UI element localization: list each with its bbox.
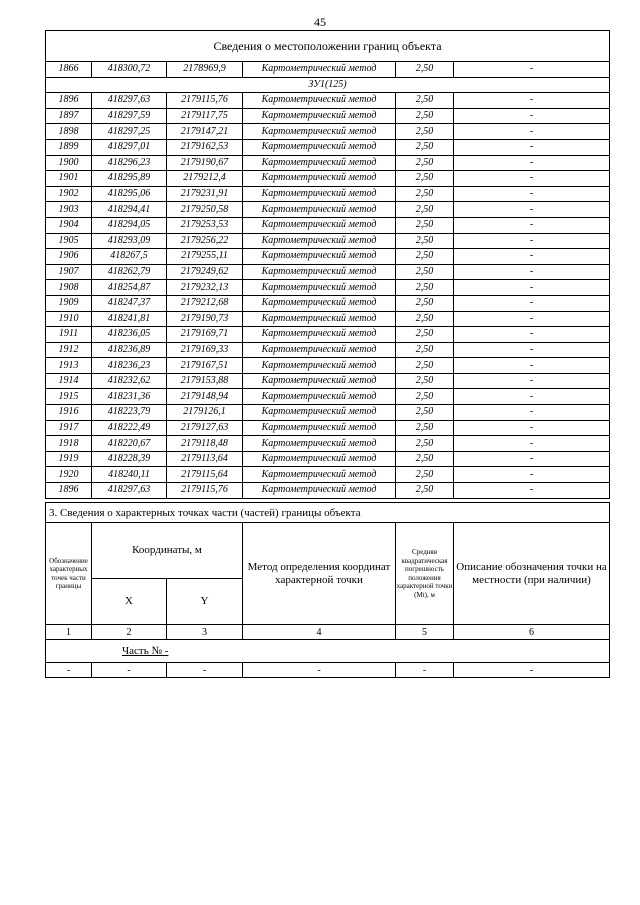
point-number: 1912	[46, 342, 92, 358]
coord-y: 2179212,68	[167, 295, 243, 311]
coord-x: 418240,11	[92, 467, 167, 483]
header-row	[46, 523, 610, 579]
table-row	[46, 405, 610, 421]
coord-y: 2179212,4	[167, 171, 243, 187]
coord-y: 2179117,75	[167, 108, 243, 124]
empty-cell: -	[454, 663, 610, 678]
table-row	[46, 139, 610, 155]
description: -	[454, 155, 610, 171]
point-number: 1910	[46, 311, 92, 327]
coord-y: 2179190,73	[167, 311, 243, 327]
point-number: 1906	[46, 249, 92, 265]
col-number: 1	[46, 625, 92, 640]
method: Картометрический метод	[243, 451, 396, 467]
section-title-row	[46, 503, 610, 523]
header-method: Метод определения координат характерной точки	[243, 523, 396, 625]
description: -	[454, 327, 610, 343]
coord-x: 418294,41	[92, 202, 167, 218]
accuracy: 2,50	[396, 405, 454, 421]
method: Картометрический метод	[243, 405, 396, 421]
table-row	[46, 108, 610, 124]
accuracy: 2,50	[396, 451, 454, 467]
method: Картометрический метод	[243, 436, 396, 452]
table-title: Сведения о местоположении границ объекта	[46, 31, 610, 62]
table-row	[46, 483, 610, 499]
table-row	[46, 202, 610, 218]
accuracy: 2,50	[396, 342, 454, 358]
table-row	[46, 342, 610, 358]
table-row	[46, 62, 610, 78]
table-row	[46, 436, 610, 452]
coord-x: 418236,23	[92, 358, 167, 374]
coord-x: 418232,62	[92, 373, 167, 389]
coord-y: 2179231,91	[167, 186, 243, 202]
table-row	[46, 233, 610, 249]
accuracy: 2,50	[396, 295, 454, 311]
coord-y: 2179115,64	[167, 467, 243, 483]
column-numbers-row	[46, 625, 610, 640]
method: Картометрический метод	[243, 202, 396, 218]
description: -	[454, 405, 610, 421]
point-number: 1909	[46, 295, 92, 311]
accuracy: 2,50	[396, 436, 454, 452]
accuracy: 2,50	[396, 124, 454, 140]
empty-cell: -	[243, 663, 396, 678]
table-row	[46, 373, 610, 389]
description: -	[454, 249, 610, 265]
table-row	[46, 249, 610, 265]
description: -	[454, 124, 610, 140]
point-number: 1901	[46, 171, 92, 187]
table-title-row	[46, 31, 610, 62]
description: -	[454, 467, 610, 483]
description: -	[454, 342, 610, 358]
accuracy: 2,50	[396, 249, 454, 265]
header-x: X	[92, 579, 167, 625]
point-number: 1896	[46, 483, 92, 499]
coord-y: 2179169,33	[167, 342, 243, 358]
description: -	[454, 139, 610, 155]
accuracy: 2,50	[396, 327, 454, 343]
point-number: 1920	[46, 467, 92, 483]
coord-x: 418300,72	[92, 62, 167, 78]
method: Картометрический метод	[243, 186, 396, 202]
coord-y: 2179169,71	[167, 327, 243, 343]
coord-x: 418220,67	[92, 436, 167, 452]
description: -	[454, 202, 610, 218]
accuracy: 2,50	[396, 233, 454, 249]
section-title: 3. Сведения о характерных точках части (частей) границы объекта	[46, 503, 610, 523]
point-number: 1913	[46, 358, 92, 374]
coord-x: 418294,05	[92, 217, 167, 233]
method: Картометрический метод	[243, 327, 396, 343]
description: -	[454, 389, 610, 405]
table-row	[46, 327, 610, 343]
point-number: 1896	[46, 93, 92, 109]
coord-x: 418247,37	[92, 295, 167, 311]
method: Картометрический метод	[243, 295, 396, 311]
point-number: 1903	[46, 202, 92, 218]
coord-y: 2179126,1	[167, 405, 243, 421]
coord-y: 2179250,58	[167, 202, 243, 218]
col-number: 6	[454, 625, 610, 640]
coord-y: 2179153,88	[167, 373, 243, 389]
coord-y: 2179232,13	[167, 280, 243, 296]
header-accuracy: Средняя квадратическая погрешность положения характерной точки (Mt), м	[396, 523, 454, 625]
point-number: 1866	[46, 62, 92, 78]
point-number: 1911	[46, 327, 92, 343]
part-value: -	[164, 645, 169, 657]
table-row	[46, 280, 610, 296]
accuracy: 2,50	[396, 420, 454, 436]
accuracy: 2,50	[396, 280, 454, 296]
coord-x: 418295,06	[92, 186, 167, 202]
coord-x: 418295,89	[92, 171, 167, 187]
coord-y: 2179249,62	[167, 264, 243, 280]
coord-x: 418297,01	[92, 139, 167, 155]
coord-x: 418223,79	[92, 405, 167, 421]
coord-x: 418297,63	[92, 93, 167, 109]
header-y: Y	[167, 579, 243, 625]
col-number: 5	[396, 625, 454, 640]
accuracy: 2,50	[396, 171, 454, 187]
empty-cell: -	[167, 663, 243, 678]
table-row	[46, 358, 610, 374]
point-number: 1904	[46, 217, 92, 233]
method: Картометрический метод	[243, 420, 396, 436]
coord-x: 418222,49	[92, 420, 167, 436]
coord-x: 418231,36	[92, 389, 167, 405]
point-number: 1907	[46, 264, 92, 280]
description: -	[454, 186, 610, 202]
table-row	[46, 155, 610, 171]
accuracy: 2,50	[396, 108, 454, 124]
description: -	[454, 217, 610, 233]
table-row	[46, 389, 610, 405]
method: Картометрический метод	[243, 358, 396, 374]
accuracy: 2,50	[396, 217, 454, 233]
table-row	[46, 467, 610, 483]
empty-cell: -	[46, 663, 92, 678]
method: Картометрический метод	[243, 108, 396, 124]
col-number: 3	[167, 625, 243, 640]
point-number: 1916	[46, 405, 92, 421]
description: -	[454, 264, 610, 280]
subheader-row	[46, 77, 610, 93]
part-label	[46, 640, 610, 663]
method: Картометрический метод	[243, 139, 396, 155]
description: -	[454, 62, 610, 78]
header-coords: Координаты, м	[92, 523, 243, 579]
coord-x: 418262,79	[92, 264, 167, 280]
method: Картометрический метод	[243, 124, 396, 140]
coord-y: 2179115,76	[167, 483, 243, 499]
coord-x: 418296,23	[92, 155, 167, 171]
table-row	[46, 171, 610, 187]
method: Картометрический метод	[243, 171, 396, 187]
coord-y: 2179256,22	[167, 233, 243, 249]
coord-x: 418297,63	[92, 483, 167, 499]
method: Картометрический метод	[243, 373, 396, 389]
accuracy: 2,50	[396, 358, 454, 374]
coord-y: 2179127,63	[167, 420, 243, 436]
coord-y: 2179167,51	[167, 358, 243, 374]
coord-x: 418236,89	[92, 342, 167, 358]
description: -	[454, 358, 610, 374]
coord-x: 418297,59	[92, 108, 167, 124]
method: Картометрический метод	[243, 233, 396, 249]
accuracy: 2,50	[396, 62, 454, 78]
description: -	[454, 295, 610, 311]
method: Картометрический метод	[243, 249, 396, 265]
point-number: 1908	[46, 280, 92, 296]
coord-x: 418241,81	[92, 311, 167, 327]
col-number: 2	[92, 625, 167, 640]
point-number: 1905	[46, 233, 92, 249]
point-number: 1919	[46, 451, 92, 467]
description: -	[454, 108, 610, 124]
description: -	[454, 483, 610, 499]
method: Картометрический метод	[243, 264, 396, 280]
method: Картометрический метод	[243, 155, 396, 171]
table-row	[46, 264, 610, 280]
col-number: 4	[243, 625, 396, 640]
description: -	[454, 451, 610, 467]
header-description: Описание обозначения точки на местности (при наличии)	[454, 523, 610, 625]
table-row	[46, 295, 610, 311]
point-number: 1898	[46, 124, 92, 140]
table-row	[46, 311, 610, 327]
coord-y: 2178969,9	[167, 62, 243, 78]
table-row	[46, 186, 610, 202]
empty-cell: -	[396, 663, 454, 678]
table-row	[46, 663, 610, 678]
accuracy: 2,50	[396, 93, 454, 109]
coord-y: 2179148,94	[167, 389, 243, 405]
header-point-label: Обозначение характерных точек части границы	[46, 523, 92, 625]
page-number: 45	[314, 15, 326, 29]
point-number: 1900	[46, 155, 92, 171]
coord-y: 2179255,11	[167, 249, 243, 265]
coord-y: 2179113,64	[167, 451, 243, 467]
table-row	[46, 217, 610, 233]
description: -	[454, 436, 610, 452]
method: Картометрический метод	[243, 93, 396, 109]
method: Картометрический метод	[243, 483, 396, 499]
accuracy: 2,50	[396, 467, 454, 483]
accuracy: 2,50	[396, 155, 454, 171]
coord-x: 418228,39	[92, 451, 167, 467]
method: Картометрический метод	[243, 217, 396, 233]
table-row	[46, 451, 610, 467]
parcel-label: ЗУ1(125)	[46, 77, 610, 93]
part-prefix: Часть №	[122, 645, 165, 657]
coord-x: 418293,09	[92, 233, 167, 249]
table-row	[46, 93, 610, 109]
coord-x: 418297,25	[92, 124, 167, 140]
coord-x: 418267,5	[92, 249, 167, 265]
method: Картометрический метод	[243, 62, 396, 78]
accuracy: 2,50	[396, 186, 454, 202]
coord-y: 2179118,48	[167, 436, 243, 452]
method: Картометрический метод	[243, 280, 396, 296]
description: -	[454, 280, 610, 296]
coord-y: 2179190,67	[167, 155, 243, 171]
coord-y: 2179115,76	[167, 93, 243, 109]
accuracy: 2,50	[396, 264, 454, 280]
coord-x: 418254,87	[92, 280, 167, 296]
method: Картометрический метод	[243, 389, 396, 405]
accuracy: 2,50	[396, 389, 454, 405]
accuracy: 2,50	[396, 202, 454, 218]
coord-x: 418236,05	[92, 327, 167, 343]
boundary-points-table	[45, 30, 610, 499]
point-number: 1899	[46, 139, 92, 155]
point-number: 1915	[46, 389, 92, 405]
empty-cell: -	[92, 663, 167, 678]
point-number: 1914	[46, 373, 92, 389]
coord-y: 2179147,21	[167, 124, 243, 140]
part-row	[46, 640, 610, 663]
method: Картометрический метод	[243, 342, 396, 358]
description: -	[454, 420, 610, 436]
part-points-table	[45, 502, 610, 678]
accuracy: 2,50	[396, 373, 454, 389]
description: -	[454, 171, 610, 187]
description: -	[454, 373, 610, 389]
coord-y: 2179162,53	[167, 139, 243, 155]
point-number: 1918	[46, 436, 92, 452]
method: Картометрический метод	[243, 467, 396, 483]
table-row	[46, 420, 610, 436]
accuracy: 2,50	[396, 483, 454, 499]
method: Картометрический метод	[243, 311, 396, 327]
accuracy: 2,50	[396, 311, 454, 327]
description: -	[454, 93, 610, 109]
table-row	[46, 124, 610, 140]
description: -	[454, 311, 610, 327]
coord-y: 2179253,53	[167, 217, 243, 233]
accuracy: 2,50	[396, 139, 454, 155]
description: -	[454, 233, 610, 249]
point-number: 1897	[46, 108, 92, 124]
point-number: 1917	[46, 420, 92, 436]
point-number: 1902	[46, 186, 92, 202]
